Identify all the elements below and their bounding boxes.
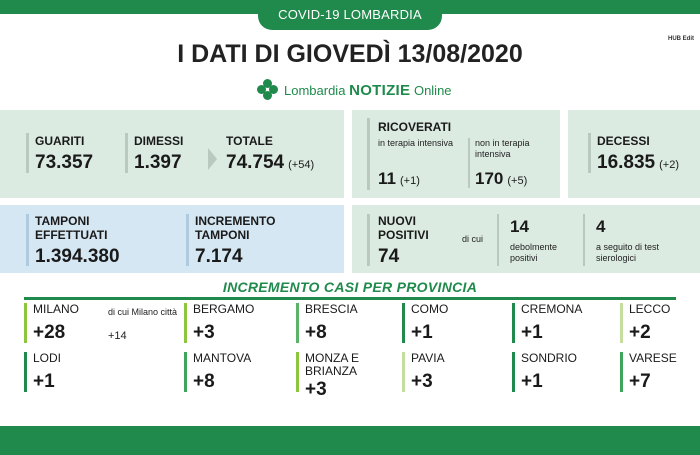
- province-name: BERGAMO: [193, 302, 255, 316]
- province-value: +8: [193, 371, 215, 392]
- province-name: LECCO: [629, 302, 671, 316]
- province-value: +1: [521, 322, 543, 343]
- intensiva-delta: (+1): [399, 175, 420, 187]
- province-bar: [402, 303, 405, 343]
- province-name: LODI: [33, 351, 62, 365]
- tamponi-label: TAMPONI EFFETTUATI: [35, 214, 108, 242]
- tamponi-value: 1.394.380: [35, 246, 120, 267]
- non-intensiva-value: [475, 168, 527, 192]
- milano-citta-label: di cui Milano città: [108, 307, 178, 317]
- guariti-label: GUARITI: [35, 134, 85, 148]
- ricoverati-label: RICOVERATI: [378, 120, 452, 134]
- province-value: +1: [411, 322, 433, 343]
- province-value: +2: [629, 322, 651, 343]
- non-intensiva-number: 170: [475, 169, 504, 188]
- province-name: SONDRIO: [521, 351, 578, 365]
- province-bergamo: [184, 303, 284, 353]
- decessi-label: DECESSI: [597, 134, 650, 148]
- page-title: I DATI DI GIOVEDÌ 13/08/2020: [177, 40, 523, 68]
- dimessi-bar: [125, 133, 128, 173]
- province-name: MILANO: [33, 302, 80, 316]
- brand-notizie: NOTIZIE: [349, 81, 411, 99]
- dimessi-value: 1.397: [134, 152, 182, 173]
- di-cui-label: di cui: [462, 234, 484, 244]
- debolmente-value: 14: [510, 217, 529, 236]
- province-bar: [512, 303, 515, 343]
- province-pavia: [402, 352, 502, 402]
- decessi-delta: (+2): [659, 159, 679, 171]
- totale-label: TOTALE: [226, 134, 273, 148]
- decessi-number: 16.835: [597, 152, 656, 173]
- brand-logo: [257, 78, 452, 102]
- intensiva-number: 11: [378, 169, 396, 188]
- province-bar: [184, 352, 187, 392]
- nuovi-positivi-value: 74: [378, 246, 400, 267]
- province-name: VARESE: [629, 351, 677, 365]
- province-value: +3: [411, 371, 433, 392]
- totale-delta: (+54): [288, 159, 315, 171]
- debolmente-label: debolmente positivi: [510, 242, 558, 263]
- province-value: +28: [33, 322, 66, 343]
- test-label: a seguito di test sierologici: [596, 242, 660, 263]
- milano-citta-value: +14: [108, 330, 127, 342]
- guariti-value: 73.357: [35, 152, 94, 173]
- ricoverati-divider: [468, 138, 470, 188]
- province-value: +1: [33, 371, 55, 392]
- province-mantova: [184, 352, 284, 402]
- decessi-bar: [588, 133, 591, 173]
- totale-value: [226, 152, 314, 176]
- lombardia-logo-icon: [257, 79, 279, 101]
- guariti-bar: [26, 133, 29, 173]
- header-badge: COVID-19 LOMBARDIA: [258, 0, 442, 30]
- province-brescia: [296, 303, 396, 353]
- incremento-tamponi-value: 7.174: [195, 246, 243, 267]
- brand-name: [284, 82, 452, 99]
- province-divider: [24, 297, 676, 300]
- province-bar: [620, 303, 623, 343]
- province-lodi: [24, 352, 124, 402]
- province-name: CREMONA: [521, 302, 583, 316]
- arrow-right-icon: [208, 148, 217, 170]
- province-name: BRESCIA: [305, 302, 358, 316]
- dimessi-label: DIMESSI: [134, 134, 184, 148]
- non-intensiva-label: non in terapia intensiva: [475, 138, 530, 159]
- province-bar: [24, 352, 27, 392]
- province-value: +3: [193, 322, 215, 343]
- intensiva-value: [378, 168, 420, 192]
- brand-lombardia: Lombardia: [284, 82, 346, 98]
- ricoverati-bar: [367, 118, 370, 190]
- nuovi-positivi-label: NUOVI POSITIVI: [378, 214, 429, 242]
- tamponi-bar: [26, 214, 29, 266]
- di-cui-divider-2: [583, 214, 585, 266]
- province-value: +8: [305, 322, 327, 343]
- province-cremona: [512, 303, 612, 353]
- nuovi-positivi-bar: [367, 214, 370, 266]
- incremento-tamponi-label: INCREMENTO TAMPONI: [195, 214, 276, 242]
- decessi-value: [597, 152, 679, 176]
- province-bar: [620, 352, 623, 392]
- province-value: +1: [521, 371, 543, 392]
- province-bar: [402, 352, 405, 392]
- bottom-bar: [0, 426, 700, 455]
- brand-online: Online: [413, 82, 452, 98]
- province-name: MANTOVA: [193, 351, 252, 365]
- province-name: COMO: [411, 302, 449, 316]
- intensiva-label: in terapia intensiva: [378, 138, 454, 148]
- province-como: [402, 303, 502, 353]
- province-bar: [512, 352, 515, 392]
- hub-credit: HUB Edit: [668, 36, 694, 42]
- province-bar: [296, 303, 299, 343]
- province-value: +7: [629, 371, 651, 392]
- non-intensiva-delta: (+5): [507, 175, 528, 187]
- province-section-title: INCREMENTO CASI PER PROVINCIA: [222, 279, 478, 295]
- test-value: 4: [596, 217, 606, 236]
- province-name: MONZA E BRIANZA: [305, 351, 360, 378]
- totale-number: 74.754: [226, 152, 285, 173]
- province-varese: [620, 352, 700, 402]
- province-bar: [296, 352, 299, 392]
- di-cui-divider-1: [497, 214, 499, 266]
- province-lecco: [620, 303, 700, 353]
- province-bar: [24, 303, 27, 343]
- province-sondrio: [512, 352, 612, 402]
- province-value: +3: [305, 379, 327, 400]
- province-name: PAVIA: [411, 351, 445, 365]
- province-monza-e-brianza: [296, 352, 396, 402]
- incremento-tamponi-bar: [186, 214, 189, 266]
